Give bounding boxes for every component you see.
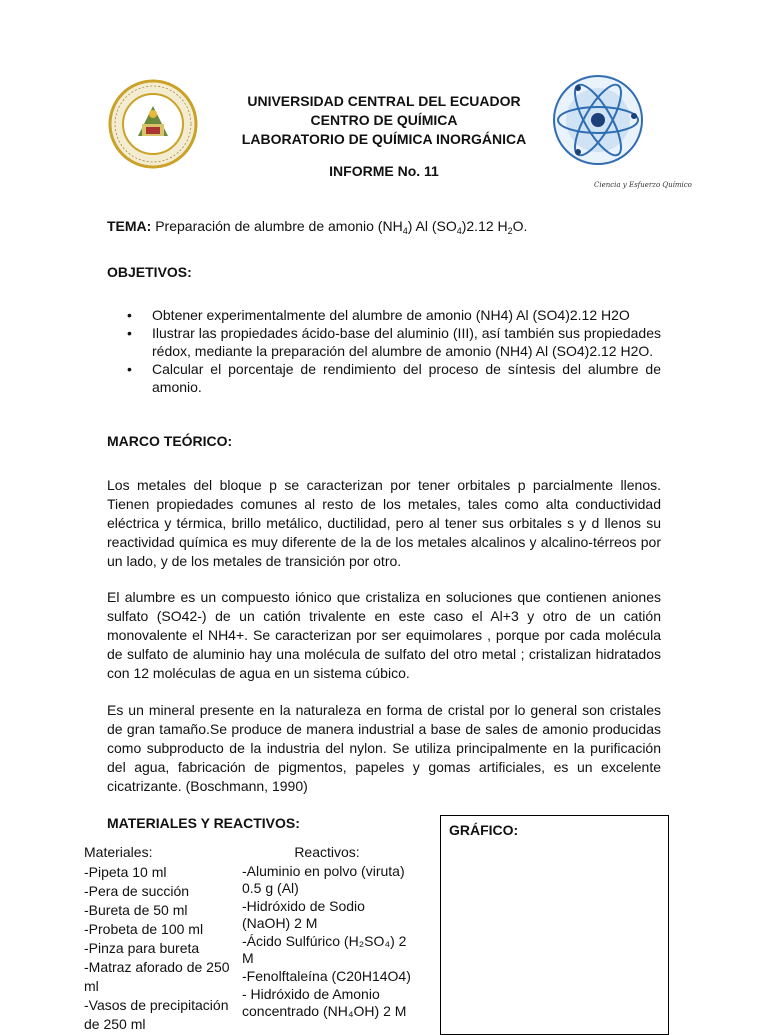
topic-sub-1: 4 xyxy=(402,226,408,236)
university-seal-logo xyxy=(108,78,198,170)
theory-paragraph: El alumbre es un compuesto iónico que cristaliza en soluciones que contienen aniones sulfato (SO42-) de un catión trivalente en este caso el Al+3 y otro de un catión monovalente el NH4+. Se caracterizan por ser equimolares , porque por cada molécula de sulfato de aluminio hay una molécula de sulfato del otro metal ; cristalizan hidratados con 12 moléculas de agua en un sistema cúbico. xyxy=(107,589,661,681)
chemistry-center-logo xyxy=(548,72,648,170)
material-item: -Bureta de 50 ml xyxy=(84,902,188,918)
institution-header xyxy=(200,92,568,149)
topic-text-b: ) Al (SO xyxy=(407,218,457,234)
center-name: CENTRO DE QUÍMICA xyxy=(310,112,458,128)
material-item: -Pipeta 10 ml xyxy=(84,864,167,880)
bullet-icon: • xyxy=(127,325,132,341)
reagents-column xyxy=(242,843,412,1021)
topic-sub-3: 2 xyxy=(507,226,513,236)
objectives-list xyxy=(127,306,661,396)
university-name: UNIVERSIDAD CENTRAL DEL ECUADOR xyxy=(247,93,521,109)
topic-label: TEMA: xyxy=(107,218,152,234)
objectives-heading: OBJETIVOS: xyxy=(107,264,192,280)
topic-text-c: )2.12 H xyxy=(461,218,508,234)
reagents-title: Reactivos: xyxy=(294,844,360,860)
topic-text-d: O. xyxy=(512,218,528,234)
motto-text: Ciencia y Esfuerzo Químico xyxy=(594,181,692,189)
material-item: -Probeta de 100 ml xyxy=(84,921,204,937)
materials-heading: MATERIALES Y REACTIVOS: xyxy=(107,815,300,831)
theory-heading: MARCO TEÓRICO: xyxy=(107,433,233,449)
material-item: -Matraz aforado de 250 ml xyxy=(84,959,230,994)
reagent-item: -Hidróxido de Sodio (NaOH) 2 M xyxy=(242,898,365,931)
materials-column xyxy=(84,843,234,1034)
material-item: -Vasos de precipitación de 250 ml xyxy=(84,997,229,1032)
objective-item: • Ilustrar las propiedades ácido-base del aluminio (III), así también sus propiedades rédox, mediante la preparación del alumbre de amonio (NH4) Al (SO4)2.12 H2O. xyxy=(127,325,661,359)
report-number: INFORME No. 11 xyxy=(329,163,439,179)
theory-paragraph: Es un mineral presente en la naturaleza en forma de cristal por lo general son cristales de gran tamaño.Se produce de manera industrial a base de sales de amonio producidas como subproducto de la industria del nylon. Se utiliza principalmente en la purificación del agua, fabricación de pigmentos, papeles y gomas artificiales, es un excelente cicatrizante. (Boschmann, 1990) xyxy=(107,702,661,794)
objective-item: • Obtener experimentalmente del alumbre de amonio (NH4) Al (SO4)2.12 H2O xyxy=(127,307,630,323)
reagent-item: -Aluminio en polvo (viruta) 0.5 g (Al) xyxy=(242,863,405,896)
material-item: -Pinza para bureta xyxy=(84,940,200,956)
reagent-item: - Hidróxido de Amonio concentrado (NH₄OH) 2 M xyxy=(242,986,407,1019)
topic-line xyxy=(107,217,527,238)
materials-title: Materiales: xyxy=(84,844,153,860)
reagent-item: -Ácido Sulfúrico (H₂SO₄) 2 M xyxy=(242,933,407,966)
bullet-icon: • xyxy=(127,307,132,323)
reagent-item: -Fenolftaleína (C20H14O4) xyxy=(242,968,411,984)
theory-paragraph: Los metales del bloque p se caracterizan por tener orbitales p parcialmente llenos. Tienen propiedades comunes al resto de los metales, tales como alta conductividad eléctrica y térmica, brillo metálico, ductilidad, pero al tener sus orbitales s y d llenos su reactividad química es muy diferente de la de los metales alcalinos y alcalino-térreos por un lado, y de los metales de transición por otro. xyxy=(107,477,661,569)
graphic-heading: GRÁFICO: xyxy=(449,822,519,838)
topic-text-a: Preparación de alumbre de amonio (NH xyxy=(151,218,403,234)
bullet-icon: • xyxy=(127,361,132,377)
graphic-box xyxy=(440,815,669,1035)
lab-name: LABORATORIO DE QUÍMICA INORGÁNICA xyxy=(241,131,527,147)
topic-sub-2: 4 xyxy=(456,226,462,236)
material-item: -Pera de succión xyxy=(84,883,190,899)
objective-item: • Calcular el porcentaje de rendimiento del proceso de síntesis del alumbre de amonio. xyxy=(127,361,661,395)
